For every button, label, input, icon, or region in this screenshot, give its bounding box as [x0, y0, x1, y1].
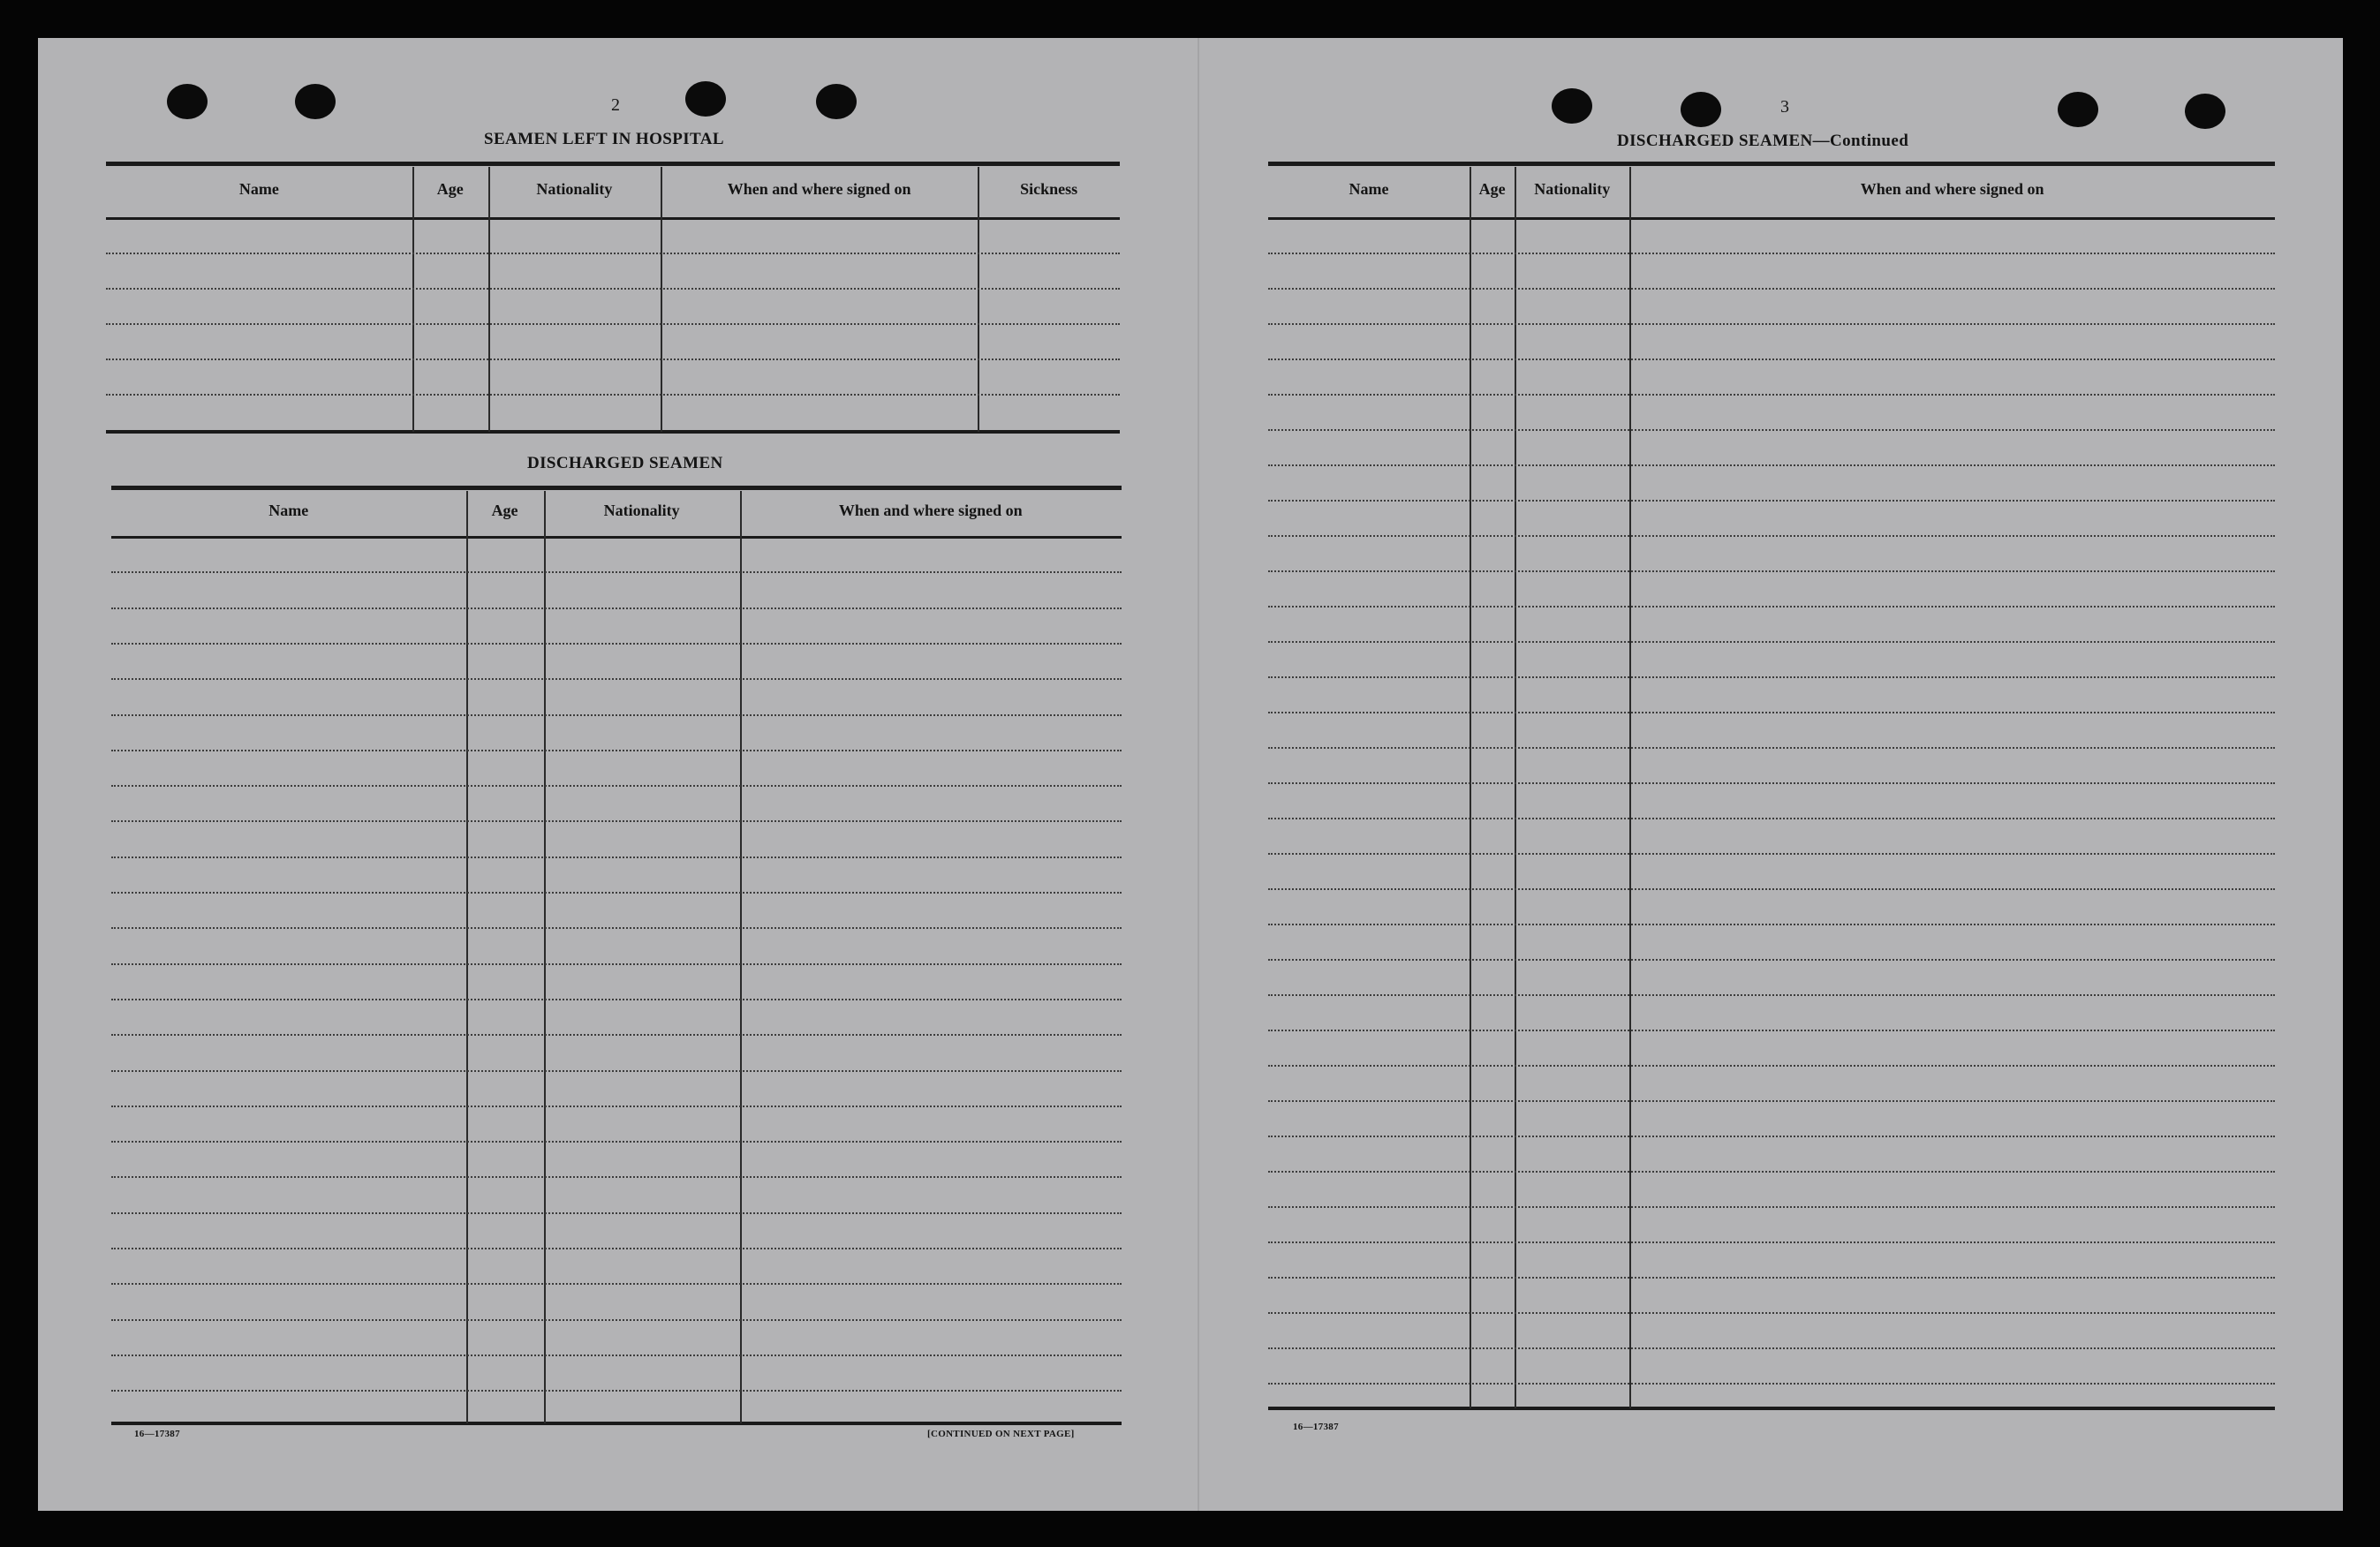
table-row	[1268, 818, 2275, 820]
table-row	[1268, 323, 2275, 326]
table-row	[106, 253, 1120, 255]
table-row	[111, 857, 1122, 859]
column-header: Age	[1478, 179, 1506, 198]
column-header: Name	[238, 179, 279, 198]
table-row	[1268, 288, 2275, 291]
table-row	[111, 1283, 1122, 1286]
table-row	[1268, 429, 2275, 432]
table-row	[106, 288, 1120, 291]
table-row	[1268, 570, 2275, 573]
column-divider	[412, 167, 414, 432]
table-row	[111, 1212, 1122, 1215]
column-divider	[1515, 167, 1516, 1408]
table-row	[1268, 994, 2275, 997]
punch-hole	[1681, 92, 1721, 127]
punch-hole	[167, 84, 208, 119]
table-row	[1268, 924, 2275, 926]
column-header: Sickness	[1020, 179, 1078, 198]
table-row	[1268, 853, 2275, 856]
table-row	[1268, 1312, 2275, 1315]
table-row	[111, 1106, 1122, 1108]
column-divider	[978, 167, 979, 432]
table-row	[1268, 358, 2275, 361]
table-row	[106, 358, 1120, 361]
table-row	[111, 1355, 1122, 1357]
column-header: Nationality	[1534, 179, 1611, 198]
table-row	[1268, 888, 2275, 891]
table-row	[1268, 1383, 2275, 1385]
table-bottom-rule	[106, 430, 1120, 434]
table-row	[111, 785, 1122, 788]
table-row	[111, 678, 1122, 681]
table-row	[111, 963, 1122, 966]
punch-hole	[1552, 88, 1592, 124]
table-top-rule	[1268, 162, 2275, 166]
table-row	[111, 1319, 1122, 1322]
column-header: When and where signed on	[838, 501, 1023, 519]
table-row	[1268, 606, 2275, 608]
table-row	[111, 820, 1122, 823]
punch-hole	[2058, 92, 2098, 127]
table-row	[1268, 1065, 2275, 1068]
table-row	[1268, 535, 2275, 538]
column-header: Age	[491, 501, 518, 519]
page-number-left: 2	[611, 95, 620, 115]
column-divider	[661, 167, 662, 432]
form-code-right: 16—17387	[1293, 1422, 1339, 1432]
table-row	[111, 1070, 1122, 1073]
table-row	[1268, 676, 2275, 679]
table-row	[111, 1176, 1122, 1179]
table-row	[111, 1141, 1122, 1143]
table-row	[111, 643, 1122, 645]
page-number-right: 3	[1780, 97, 1789, 117]
discharged-section-title: DISCHARGED SEAMEN	[527, 454, 723, 472]
discharged-continued-title	[1617, 132, 1908, 151]
table-row	[111, 750, 1122, 752]
column-header: Nationality	[603, 501, 680, 519]
table-top-rule	[106, 162, 1120, 166]
table-top-rule	[111, 486, 1122, 490]
table-row	[111, 1034, 1122, 1037]
page-fold	[1198, 38, 1199, 1511]
punch-hole	[2185, 94, 2225, 129]
table-header-rule	[1268, 217, 2275, 220]
column-header: When and where signed on	[727, 179, 911, 198]
column-header: Name	[268, 501, 309, 519]
table-row	[1268, 1171, 2275, 1173]
discharged-table	[111, 486, 1122, 1425]
punch-hole	[295, 84, 336, 119]
hospital-table	[106, 162, 1120, 434]
table-row	[111, 714, 1122, 717]
table-row	[111, 571, 1122, 574]
punch-hole	[685, 81, 726, 117]
column-divider	[1470, 167, 1471, 1408]
table-row	[1268, 1206, 2275, 1209]
column-header: Nationality	[536, 179, 613, 198]
table-row	[1268, 712, 2275, 714]
table-row	[111, 999, 1122, 1001]
table-row	[111, 1248, 1122, 1250]
table-row	[1268, 782, 2275, 785]
table-row	[1268, 1100, 2275, 1103]
column-divider	[488, 167, 490, 432]
discharged-continued-table	[1268, 162, 2275, 1410]
table-row	[106, 323, 1120, 326]
continued-note: [CONTINUED ON NEXT PAGE]	[927, 1429, 1075, 1439]
discharged-continued-title-main: DISCHARGED SEAMEN	[1617, 132, 1813, 150]
table-row	[1268, 1277, 2275, 1279]
hospital-section-title: SEAMEN LEFT IN HOSPITAL	[484, 130, 724, 148]
table-row	[111, 892, 1122, 894]
column-divider	[1629, 167, 1631, 1408]
table-row	[1268, 1241, 2275, 1244]
table-row	[111, 607, 1122, 610]
table-bottom-rule	[111, 1422, 1122, 1425]
table-row	[1268, 464, 2275, 467]
table-row	[1268, 641, 2275, 644]
table-row	[1268, 747, 2275, 750]
table-header-rule	[106, 217, 1120, 220]
table-row	[1268, 500, 2275, 502]
table-row	[111, 1390, 1122, 1392]
table-row	[1268, 394, 2275, 396]
form-code-left: 16—17387	[134, 1429, 180, 1439]
column-header: When and where signed on	[1860, 179, 2044, 198]
table-row	[106, 394, 1120, 396]
column-header: Name	[1349, 179, 1389, 198]
table-bottom-rule	[1268, 1407, 2275, 1410]
table-row	[1268, 253, 2275, 255]
punch-hole	[816, 84, 857, 119]
table-header-rule	[111, 536, 1122, 539]
table-row	[1268, 959, 2275, 962]
continued-suffix: —Continued	[1812, 132, 1909, 150]
table-row	[1268, 1030, 2275, 1032]
table-row	[1268, 1136, 2275, 1138]
table-row	[111, 927, 1122, 930]
column-header: Age	[436, 179, 464, 198]
table-row	[1268, 1347, 2275, 1350]
